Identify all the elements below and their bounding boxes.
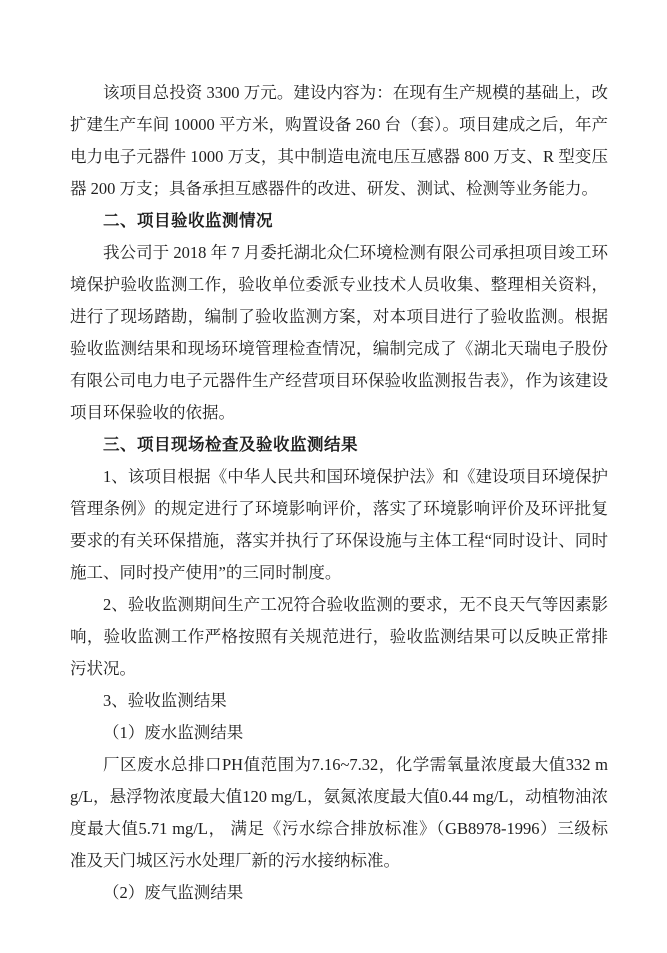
paragraph-wastewater-monitoring-values: 厂区废水总排口PH值范围为7.16~7.32，化学需氧量浓度最大值332 mg/L，悬浮物浓度最大值120 mg/L，氨氮浓度最大值0.44 mg/L，动植物油浓度最大值5.71 mg/L， 满足《污水综合排放标准》（GB8978-1996）三级标准及天门城区污水处理厂新的污水接纳标准。 — [70, 755, 608, 870]
paragraph-subitem-2-exhaust-gas-results-title: （2）废气监测结果 — [103, 883, 244, 902]
paragraph-monitoring-commission: 我公司于 2018 年 7 月委托湖北众仁环境检测有限公司承担项目竣工环境保护验收监测工作，验收单位委派专业技术人员收集、整理相关资料，进行了现场踏勘，编制了验收监测方案，对本项目进行了验收监测。根据验收监测结果和现场环境管理检查情况，编制完成了《湖北天瑞电子股份有限公司电力电子元器件生产经营项目环保验收监测报告表》，作为该建设项目环保验收的依据。 — [70, 243, 608, 422]
paragraph-item-3-monitoring-results: 3、验收监测结果 — [103, 691, 227, 710]
paragraph-item-1-eia-compliance: 1、该项目根据《中华人民共和国环境保护法》和《建设项目环境保护管理条例》的规定进行了环境影响评价，落实了环境影响评价及环评批复要求的有关环保措施，落实并执行了环保设施与主体工程“同时设计、同时施工、同时投产使用”的三同时制度。 — [70, 467, 608, 582]
heading-section-3-inspection-results: 三、项目现场检查及验收监测结果 — [103, 436, 358, 454]
paragraph-project-investment: 该项目总投资 3300 万元。建设内容为：在现有生产规模的基础上，改扩建生产车间 10000 平方米，购置设备 260 台（套）。项目建成之后，年产电力电子元器件 1000 万支，其中制造电流电压互感器 800 万支、R 型变压器 200 万支；具备承担互感器件的改进、研发、测试、检测等业务能力。 — [70, 83, 608, 198]
paragraph-item-2-production-conditions: 2、验收监测期间生产工况符合验收监测的要求，无不良天气等因素影响，验收监测工作严格按照有关规范进行，验收监测结果可以反映正常排污状况。 — [70, 595, 608, 678]
document-body — [70, 77, 608, 909]
paragraph-subitem-1-wastewater-results-title: （1）废水监测结果 — [103, 723, 244, 742]
heading-section-2-acceptance-monitoring: 二、项目验收监测情况 — [103, 212, 273, 230]
